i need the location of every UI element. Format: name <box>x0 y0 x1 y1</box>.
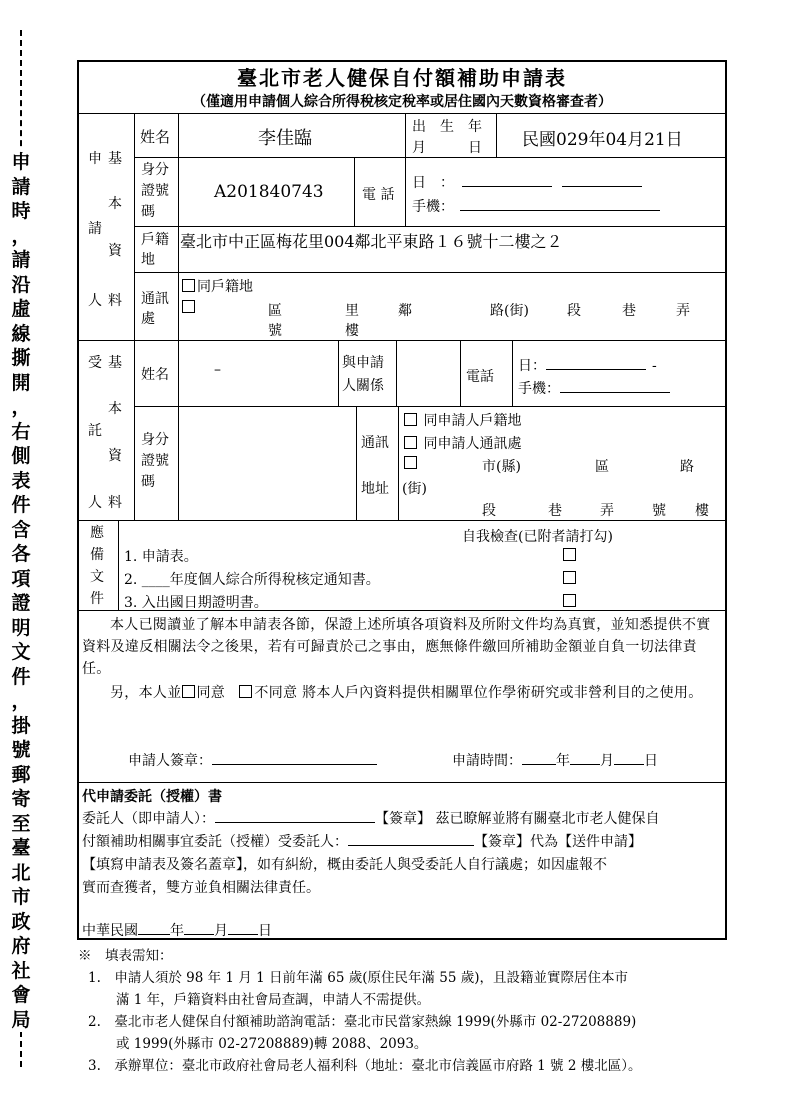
beneficiary-section-char: 託 <box>88 423 102 439</box>
grid-line <box>178 113 179 340</box>
side-mailing-note: 申 請 時 ， 請 沿 虛 線 撕 開 ， 右 側 表 件 含 各 項 證 明 文 件 ， 掛 號 郵 寄 至 臺 北 市 政 府 社 會 局 <box>11 151 31 1031</box>
addr-part: 區 <box>268 303 282 319</box>
grid-line <box>398 406 399 520</box>
addr-part: 鄰 <box>398 303 412 319</box>
addr-part: 樓 <box>345 323 359 339</box>
applicant-section-char: 人 <box>88 293 102 309</box>
grid-line <box>134 226 727 227</box>
delegation-title: 代申請委託（授權）書 <box>82 789 222 805</box>
dob-label: 月 日 <box>412 140 482 156</box>
filling-notes <box>78 945 768 1077</box>
application-date: 申請時間： 年 月 日 <box>452 753 658 769</box>
grid-line <box>134 272 727 273</box>
grid-line <box>118 520 119 610</box>
grid-line <box>460 340 461 406</box>
applicant-section-char: 基 <box>108 151 122 167</box>
notes-header: ※ 填表需知： <box>78 948 173 964</box>
beneficiary-phone-label: 電話 <box>466 369 494 385</box>
delegation-line: 委託人（即申請人）： 【簽章】 茲已瞭解並將有關臺北市老人健保自 <box>82 811 660 827</box>
document-checkbox[interactable] <box>563 594 578 610</box>
applicant-phone-day: 日 ： <box>412 172 642 192</box>
applicant-phone-label: 電 話 <box>362 187 395 203</box>
option-same-mailing[interactable]: 同申請人通訊處 <box>404 433 521 453</box>
beneficiary-id-label: 身分 證號 碼 <box>141 432 169 490</box>
delegation-line: 實而查獲者，雙方並負相關法律責任。 <box>82 880 320 896</box>
household-address: 臺北市中正區梅花里004鄰北平東路１６號十二樓之２ <box>180 232 563 251</box>
beneficiary-mail-label: 地址 <box>361 481 389 497</box>
addr-part: 號 <box>268 323 282 339</box>
applicant-section-char: 本 <box>108 196 122 212</box>
beneficiary-name-label: 姓名 <box>141 367 169 383</box>
self-check-header: 自我檢查(已附者請打勾) <box>462 529 613 545</box>
delegation-line: 付額補助相關事宜委託（授權）受委託人： 【簽章】代為【送件申請】 <box>82 834 642 850</box>
addr-part: 樓 <box>695 503 709 519</box>
documents-label: 應 備 文 件 <box>90 525 104 607</box>
note-item: 3. 承辦單位：臺北市政府社會局老人福利科（地址：臺北市信義區市府路 1 號 2 樓北區）。 <box>88 1058 642 1074</box>
addr-part: 段 <box>567 303 581 319</box>
grid-line <box>496 113 497 157</box>
dob-label: 出 生 年 <box>412 119 482 135</box>
document-item: 2. ____年度個人綜合所得稅核定通知書。 <box>124 572 380 588</box>
addr-part: 段 <box>482 503 496 519</box>
addr-part: 區 <box>595 459 609 475</box>
grid-line <box>338 340 339 406</box>
grid-line <box>512 340 513 406</box>
applicant-section-char: 請 <box>88 221 102 237</box>
household-label: 戶籍 地 <box>141 232 169 268</box>
grid-line <box>134 406 727 407</box>
beneficiary-section-char: 基 <box>108 355 122 371</box>
relation-label: 與申請 <box>342 355 384 371</box>
checkbox[interactable] <box>182 279 195 292</box>
grid-line <box>405 157 406 226</box>
applicant-name-label: 姓名 <box>140 128 171 146</box>
applicant-signature: 申請人簽章： <box>128 750 377 770</box>
delegation-date: 中華民國 年 月 日 <box>82 923 272 939</box>
beneficiary-phone-mobile: 手機： <box>518 378 670 398</box>
option-other-address[interactable] <box>404 456 419 472</box>
grid-line <box>77 520 727 521</box>
addr-part: 巷 <box>622 303 636 319</box>
beneficiary-phone-day: 日： - <box>518 358 657 374</box>
grid-line <box>77 113 727 114</box>
grid-line <box>77 782 727 783</box>
grid-line <box>356 406 357 520</box>
relation-label: 人關係 <box>342 378 384 394</box>
beneficiary-section-char: 本 <box>108 401 122 417</box>
form-title: 臺北市老人健保自付額補助申請表 <box>237 66 567 90</box>
grid-line <box>134 157 727 158</box>
addr-part: 弄 <box>600 503 614 519</box>
grid-line <box>77 340 727 341</box>
delegation-line: 【填寫申請表及簽名蓋章】，如有糾紛，概由委託人與受委託人自行議處；如因虛報不 <box>82 857 607 873</box>
addr-part: 里 <box>345 303 359 319</box>
form-subtitle: （僅適用申請個人綜合所得稅核定稅率或居住國內天數資格審查者） <box>192 94 612 110</box>
note-item: 2. 臺北市老人健保自付額補助諮詢電話：臺北市民當家熱線 1999(外縣市 02-27208889) <box>88 1014 637 1030</box>
applicant-section-char: 資 <box>108 243 122 259</box>
addr-part: 路(街) <box>490 303 529 319</box>
mailing-label: 通訊 處 <box>141 291 169 327</box>
applicant-phone-mobile: 手機： <box>412 196 660 216</box>
addr-part: (街) <box>402 481 427 497</box>
declaration-paragraph: 本人已閱讀並了解本申請表各節，保證上述所填各項資料及所附文件均為真實，並知悉提供不實資料及違反相關法令之後果，若有可歸責於己之事由，應無條件繳回所補助金額並自負一切法律責任。 <box>82 617 711 677</box>
disagree-checkbox[interactable] <box>239 685 252 698</box>
grid-line <box>405 113 406 157</box>
applicant-id-label: 身分 證號 碼 <box>141 162 169 220</box>
document-checkbox[interactable] <box>563 548 578 564</box>
beneficiary-name-value: – <box>214 362 221 378</box>
grid-line <box>354 157 355 226</box>
applicant-section-char: 料 <box>108 293 122 309</box>
addr-part: 市(縣) <box>482 459 521 475</box>
grid-line <box>178 340 179 520</box>
addr-part: 路 <box>680 459 694 475</box>
applicant-section-char: 申 <box>88 151 102 167</box>
addr-part: 號 <box>652 503 666 519</box>
beneficiary-section-char: 資 <box>108 448 122 464</box>
applicant-name: 李佳臨 <box>258 128 312 149</box>
same-as-household-option[interactable]: 同戶籍地 <box>182 276 253 296</box>
document-checkbox[interactable] <box>563 571 578 587</box>
applicant-id-number: A201840743 <box>214 182 324 202</box>
grid-line <box>134 113 135 520</box>
consent-paragraph: 另，本人並 同意 不同意 將本人戶內資料提供相關單位作學術研究或非營利目的之使用。 <box>110 685 703 701</box>
note-item: 1. 申請人須於 98 年 1 月 1 日前年滿 65 歲(原住民年滿 55 歲)，且設籍並實際居住本市 <box>88 970 629 986</box>
beneficiary-section-char: 受 <box>88 355 102 371</box>
option-same-household[interactable]: 同申請人戶籍地 <box>404 410 521 430</box>
addr-part: 巷 <box>548 503 562 519</box>
note-item: 滿 1 年，戶籍資料由社會局查調，申請人不需提供。 <box>116 992 431 1008</box>
beneficiary-section-char: 人 <box>88 495 102 511</box>
mailing-checkbox[interactable] <box>182 300 197 316</box>
agree-checkbox[interactable] <box>182 685 195 698</box>
note-item: 或 1999(外縣市 02-27208889)轉 2088、2093。 <box>116 1036 428 1052</box>
applicant-dob: 民國029年04月21日 <box>522 130 683 150</box>
addr-part: 弄 <box>676 303 690 319</box>
grid-line <box>396 340 397 406</box>
beneficiary-section-char: 料 <box>108 495 122 511</box>
beneficiary-mail-label: 通訊 <box>361 435 389 451</box>
document-item: 1. 申請表。 <box>124 549 198 565</box>
document-item: 3. 入出國日期證明書。 <box>124 595 268 611</box>
